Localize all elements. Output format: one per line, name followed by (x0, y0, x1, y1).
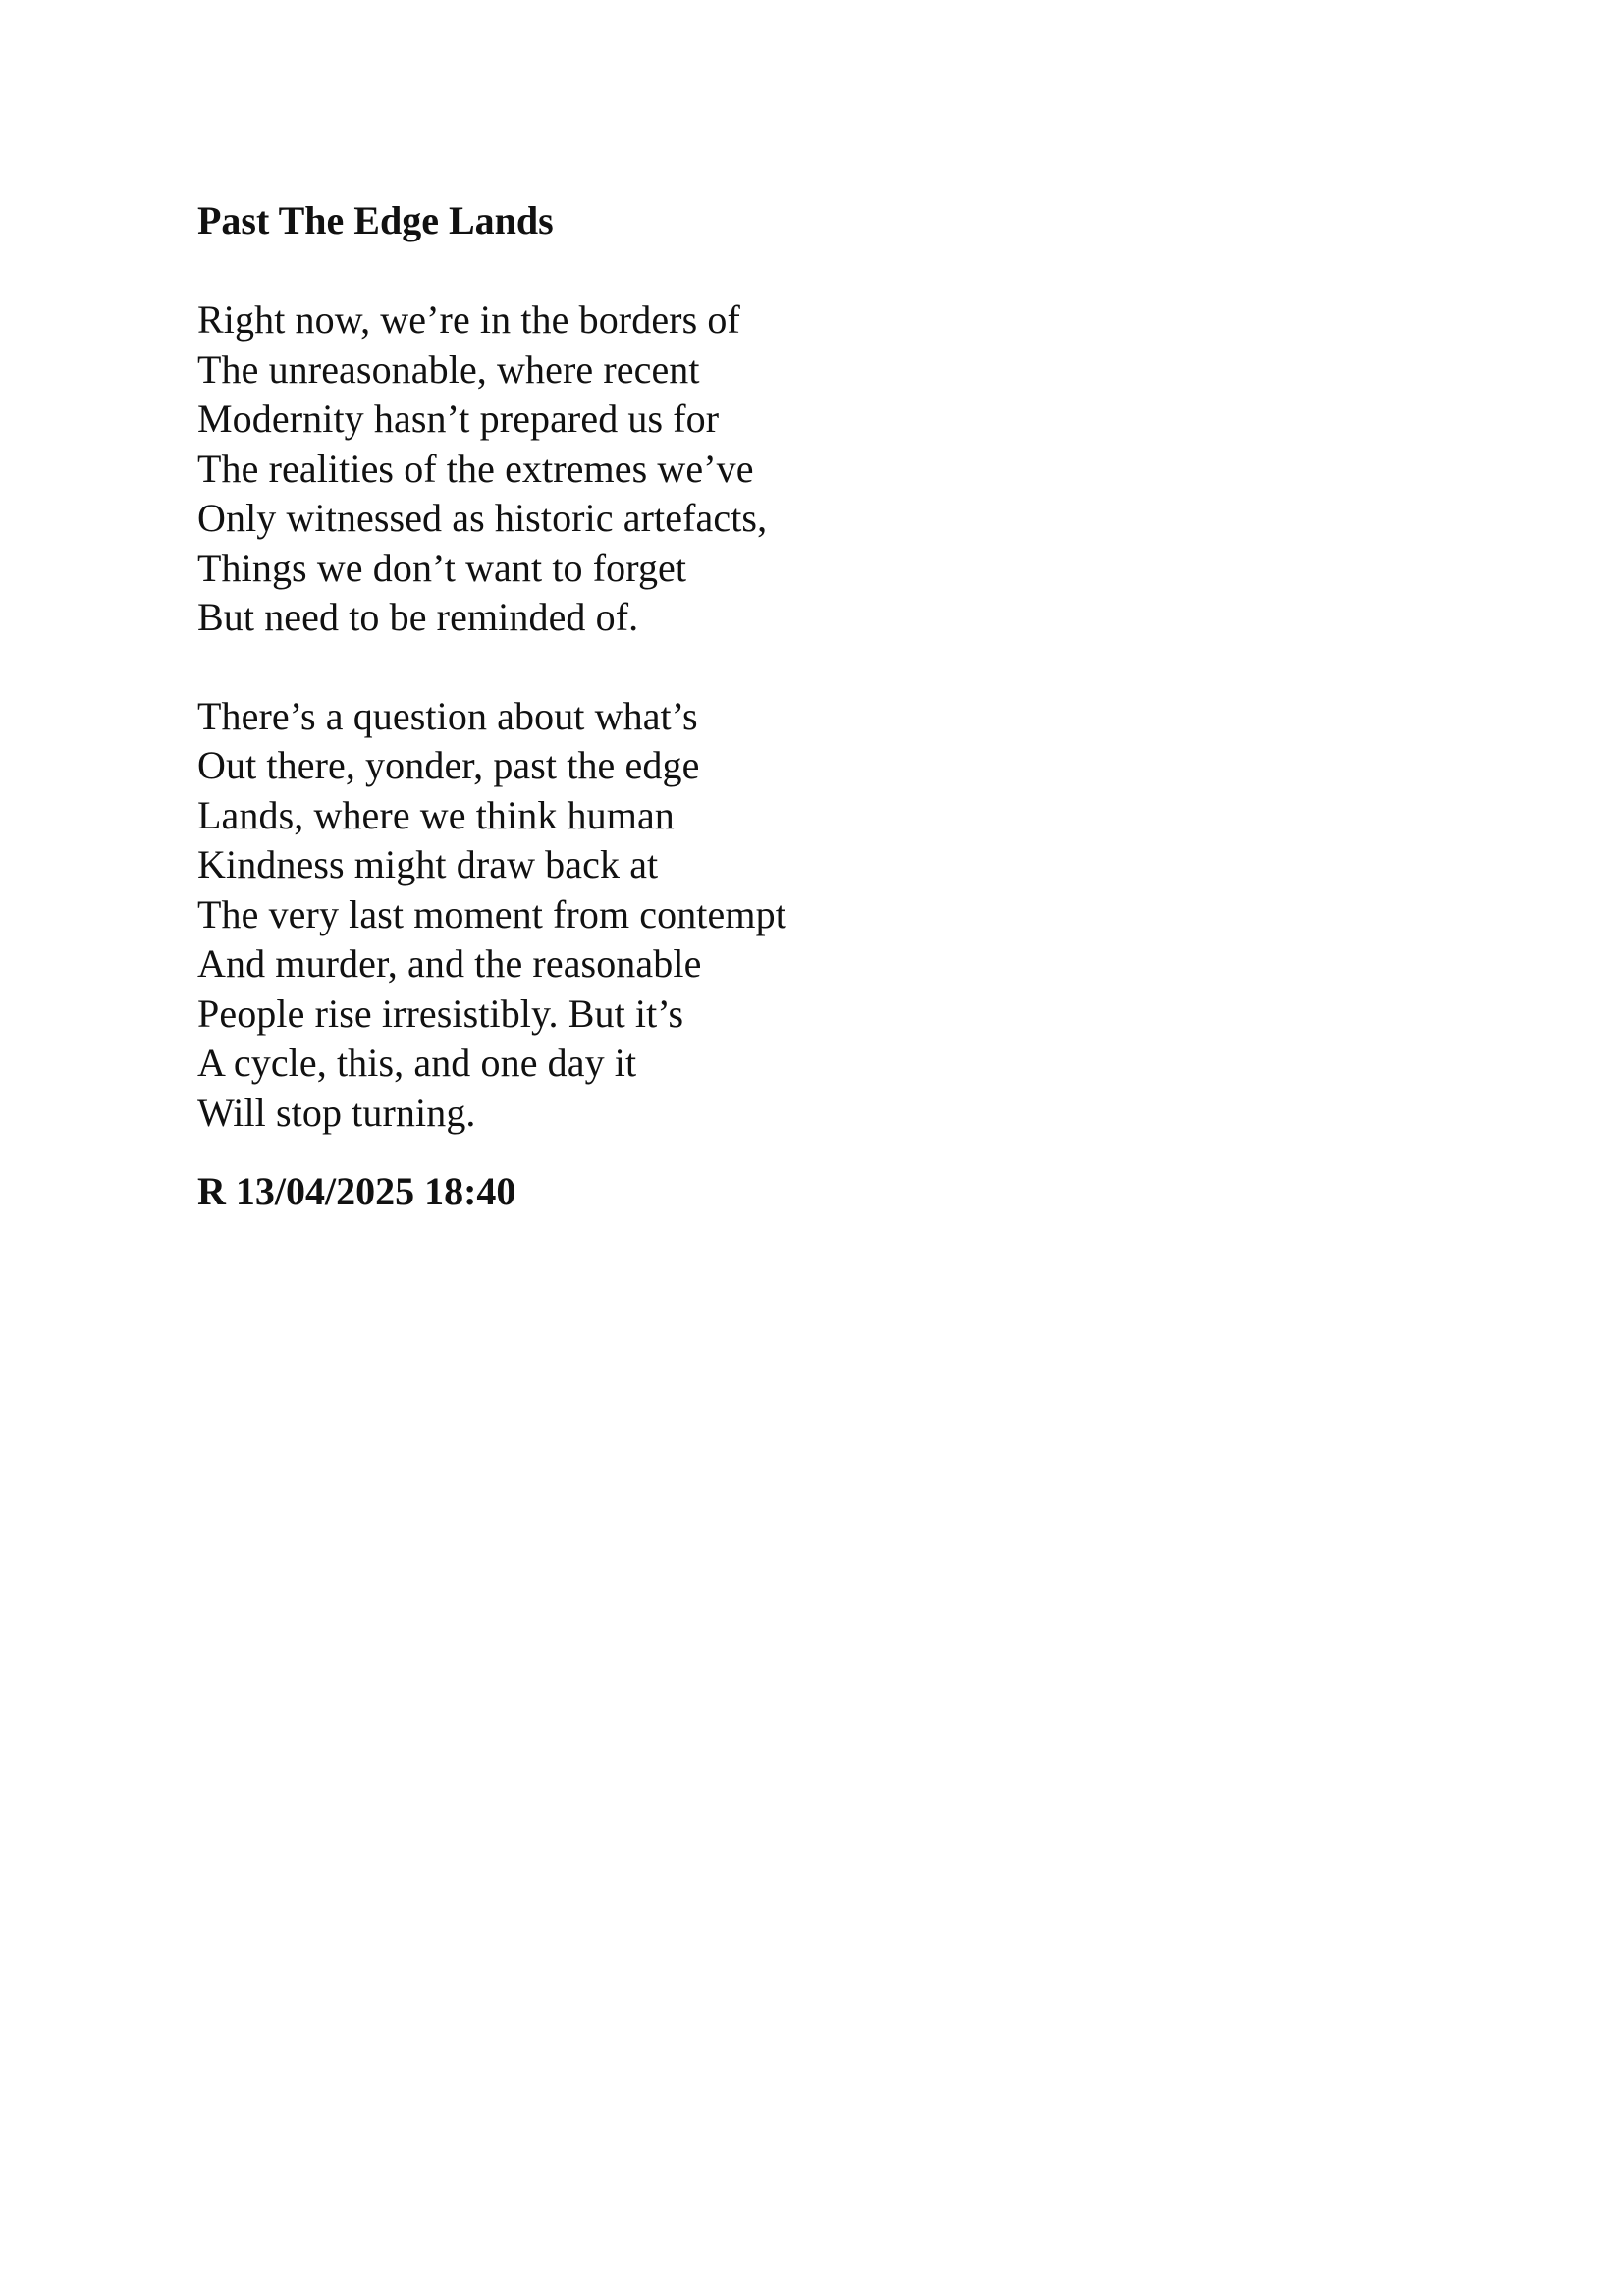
poem-line: Things we don’t want to forget (197, 545, 687, 590)
signature-date: R 13/04/2025 18:40 (197, 1169, 516, 1213)
poem-line: Lands, where we think human (197, 792, 675, 837)
poem-line: The realities of the extremes we’ve (197, 446, 754, 491)
stanza-2 (197, 692, 1425, 1139)
poem (197, 196, 1425, 1216)
poem-line: Kindness might draw back at (197, 842, 659, 886)
poem-line: Right now, we’re in the borders of (197, 297, 740, 342)
poem-line: A cycle, this, and one day it (197, 1041, 637, 1085)
poem-line: And murder, and the reasonable (197, 941, 702, 986)
poem-line: Will stop turning. (197, 1090, 476, 1135)
poem-line: But need to be reminded of. (197, 595, 639, 639)
poem-line: The unreasonable, where recent (197, 347, 700, 392)
stanza-1 (197, 295, 1425, 643)
poem-title: Past The Edge Lands (197, 198, 554, 242)
poem-line: People rise irresistibly. But it’s (197, 990, 684, 1036)
poem-line: Only witnessed as historic artefacts, (197, 496, 768, 540)
poem-line: There’s a question about what’s (197, 693, 698, 738)
poem-line: Out there, yonder, past the edge (197, 743, 700, 787)
poem-line: Modernity hasn’t prepared us for (197, 397, 720, 441)
poem-line: The very last moment from contempt (197, 891, 786, 936)
